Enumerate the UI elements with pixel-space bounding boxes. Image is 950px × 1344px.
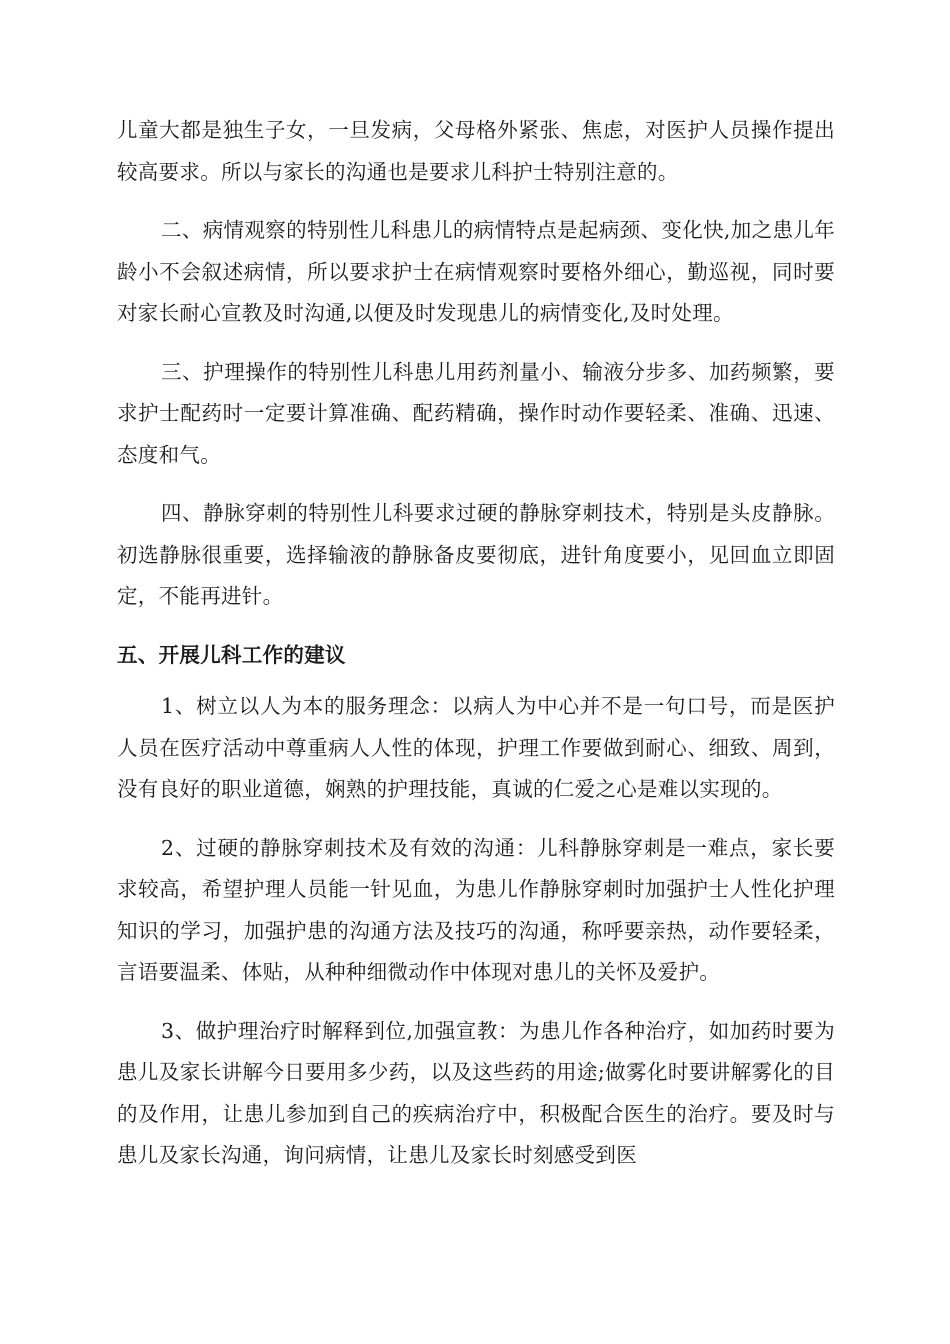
- suggestion-3: 3、做护理治疗时解释到位,加强宣教：为患儿作各种治疗，如加药时要为患儿及家长讲解今日要用多少药，以及这些药的用途;做雾化时要讲解雾化的目的及作用，让患儿参加到自己的疾病治疗中，积极配合医生的治疗。要及时与患儿及家长沟通，询问病情，让患儿及家长时刻感受到医: [117, 1018, 835, 1167]
- section-heading: 五、开展儿科工作的建议: [117, 642, 346, 667]
- paragraph-venipuncture: 四、静脉穿刺的特别性儿科要求过硬的静脉穿刺技术，特别是头皮静脉。初选静脉很重要，选择输液的静脉备皮要彻底，进针角度要小，见回血立即固定，不能再进针。: [117, 501, 835, 608]
- paragraph-continuation: 儿童大都是独生子女，一旦发病，父母格外紧张、焦虑，对医护人员操作提出较高要求。所以与家长的沟通也是要求儿科护士特别注意的。: [117, 118, 835, 184]
- paragraph-nursing-operation: 三、护理操作的特别性儿科患儿用药剂量小、输液分步多、加药频繁，要求护士配药时一定要计算准确、配药精确，操作时动作要轻柔、准确、迅速、态度和气。: [117, 359, 835, 467]
- suggestion-2: 2、过硬的静脉穿刺技术及有效的沟通：儿科静脉穿刺是一难点，家长要求较高，希望护理人员能一针见血，为患儿作静脉穿刺时加强护士人性化护理知识的学习，加强护患的沟通方法及技巧的沟通，称呼要亲热，动作要轻柔，言语要温柔、体贴，从种种细微动作中体现对患儿的关怀及爱护。: [117, 835, 835, 984]
- document-body: [117, 110, 835, 1194]
- paragraph-illness-observation: 二、病情观察的特别性儿科患儿的病情特点是起病颈、变化快,加之患儿年龄小不会叙述病情，所以要求护士在病情观察时要格外细心，勤巡视，同时要对家长耐心宣教及时沟通,以便及时发现患儿的病情变化,及时处理。: [117, 218, 835, 325]
- suggestion-1: 1、树立以人为本的服务理念：以病人为中心并不是一句口号，而是医护人员在医疗活动中尊重病人人性的体现，护理工作要做到耐心、细致、周到，没有良好的职业道德，娴熟的护理技能，真诚的仁爱之心是难以实现的。: [117, 694, 835, 801]
